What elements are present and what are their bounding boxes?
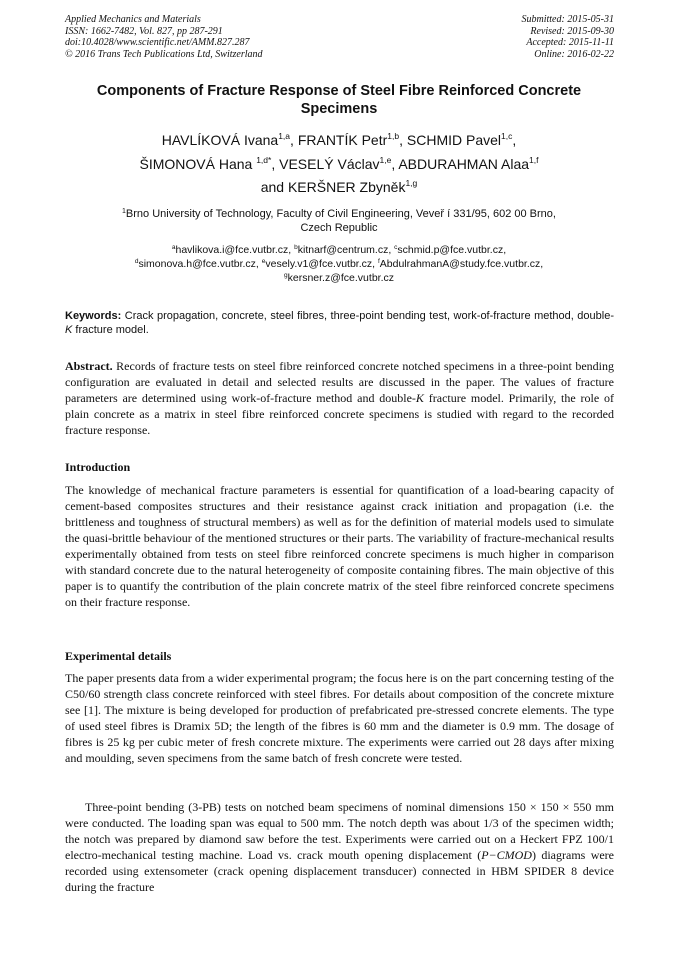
author-sup: 1,d* [256,154,272,165]
affiliation-text: Brno University of Technology, Faculty of Civil Engineering, Veveř í 331/95, 602 00 Brno, [125,208,556,220]
submitted-date: Submitted: 2015-05-31 [521,14,614,25]
author-sup: 1,b [387,131,400,141]
email-link[interactable]: simonova.h@fce.vutbr.cz, [138,258,262,270]
online-date: Online: 2016-02-22 [534,48,614,60]
author-list [50,129,628,200]
paragraph-italic: P−CMOD [481,848,532,862]
abstract-label: Abstract. [65,359,113,373]
email-sup: g [284,272,288,279]
author-sup: 1,e [379,154,392,165]
journal-info [65,14,263,60]
author-name: VESELÝ Václav [279,155,380,172]
author-name: ŠIMONOVÁ Hana [139,155,257,172]
email-sup: e [261,258,266,265]
affiliation-line-2: Czech Republic [300,222,378,234]
author-line-2 [50,153,628,177]
keywords-text-end: fracture model. [72,324,149,336]
email-line-2 [60,257,618,271]
abstract [65,358,614,438]
email-link[interactable]: schmid.p@fce.vutbr.cz, [397,244,507,256]
author-name: FRANTÍK Petr [297,132,388,148]
accepted-date: Accepted: 2015-11-11 [526,37,614,48]
experimental-paragraph-1: The paper presents data from a wider experimental program; the focus here is on the part concerning testing of the C50/60 strength class concrete reinforced with steel fibres. For details about composition of the concrete mixture see [1]. The mixture is being developed for production of prefabricated pre-stressed concrete elements. The type of used steel fibres is Dramix 5D; the length of the fibres is 60 mm and the diameter is 0.9 mm. The dosage of fibres is 25 kg per cubic meter of fresh concrete mixture. The experiments were carried out 28 days after mixing and moulding, seven specimens from the same batch of fresh concrete were tested. [65,671,614,765]
keywords-italic: K [65,324,73,336]
abstract-text: Records of fracture tests on steel fibre reinforced concrete notched specimens in a three-point bending configuration are evaluated in detail and selected results are discussed in the paper. The values of fracture parameters are determined using work-of-fracture method and double- [65,359,614,405]
copyright-line: © 2016 Trans Tech Publications Ltd, Switzerland [65,48,263,60]
author-sep: , [290,132,298,148]
keywords-label: Keywords: [65,310,122,322]
issn-line: ISSN: 1662-7482, Vol. 827, pp 287-291 [65,25,223,37]
author-sep: , [271,155,280,172]
affiliation-line-1 [60,207,618,221]
email-link[interactable]: kitnarf@centrum.cz, [297,244,395,256]
email-link[interactable]: havlikova.i@fce.vutbr.cz, [175,244,295,256]
author-sup: 1,g [405,178,418,188]
revised-date: Revised: 2015-09-30 [530,25,614,37]
email-sup: f [377,258,380,265]
introduction-heading: Introduction [65,460,131,474]
submission-dates [522,14,615,60]
email-sup: c [394,244,398,251]
author-sep: , [399,132,407,148]
abstract-text-end: fracture model. Primarily, the role of plain concrete as a matrix in steel fibre reinforced concrete specimens is studied with regard to the recorded fracture response. [65,391,614,437]
experimental-paragraph-2 [65,799,614,895]
paragraph-text-end: ) diagrams were recorded using extensometer (crack opening displacement transducer) connected in HBM SPIDER 8 device during the fracture [65,848,615,894]
experimental-heading: Experimental details [65,649,172,663]
email-sup: d [134,258,139,265]
journal-name: Applied Mechanics and Materials [65,14,201,25]
abstract-italic: K [415,391,424,405]
email-line-1 [60,243,618,257]
author-sup: 1,f [529,154,539,165]
keywords-text: Crack propagation, concrete, steel fibres, three-point bending test, work-of-fracture method, double- [121,310,614,322]
author-name: and KERŠNER Zbyněk [260,179,406,195]
paragraph-text: Three-point bending (3-PB) tests on notched beam specimens of nominal dimensions 150 × 150 × 550 mm were conducted. The loading span was equal to 500 mm. The notch depth was about 1/3 of the specimen width; the notch was prepared by diamond saw before the test. Experiments were carried out on a Heckert FPZ 100/1 electro-mechanical testing machine. Load vs. crack mouth opening displacement ( [65,800,614,862]
author-sep: , [391,155,399,172]
email-sup: b [294,244,298,251]
keywords [65,309,614,337]
author-sep: , [512,132,517,148]
paper-title: Components of Fracture Response of Steel Fibre Reinforced Concrete Specimens [96,83,582,117]
author-line-1 [50,129,628,153]
email-link[interactable]: vesely.v1@fce.vutbr.cz, [265,258,378,270]
author-name: ABDURAHMAN Alaa [398,155,530,172]
author-sup: 1,c [501,131,513,141]
email-line-3 [60,271,618,285]
author-name: HAVLÍKOVÁ Ivana [161,132,279,148]
author-name: SCHMID Pavel [406,132,502,148]
introduction-text: The knowledge of mechanical fracture parameters is essential for quantification of a load-bearing capacity of cement-based composites structures and their resistance against crack initiation and propagation (i.e. the brittleness and toughness of structural members) as well as for the definition of material models used to simulate the quasi-brittle behaviour of the mentioned structures or their parts. The variability of fracture-mechanical results experimentally obtained from tests on steel fibre reinforced concrete specimens is much higher in comparison with standard concrete due to the natural heterogeneity of composite containing fibres. The main objective of this paper is to quantify the contribution of the plain concrete matrix of the steel fibre reinforced concrete specimens on their fracture response. [65,483,614,609]
author-line-3 [50,176,628,200]
author-sup: 1,a [278,131,291,141]
doi-line: doi:10.4028/www.scientific.net/AMM.827.287 [65,37,250,48]
email-list [60,243,618,285]
affiliation [60,207,618,235]
email-link[interactable]: kersner.z@fce.vutbr.cz [287,272,394,284]
email-link[interactable]: AbdulrahmanA@study.fce.vutbr.cz, [379,258,544,270]
affiliation-sup: 1 [122,208,126,215]
email-sup: a [171,244,176,251]
